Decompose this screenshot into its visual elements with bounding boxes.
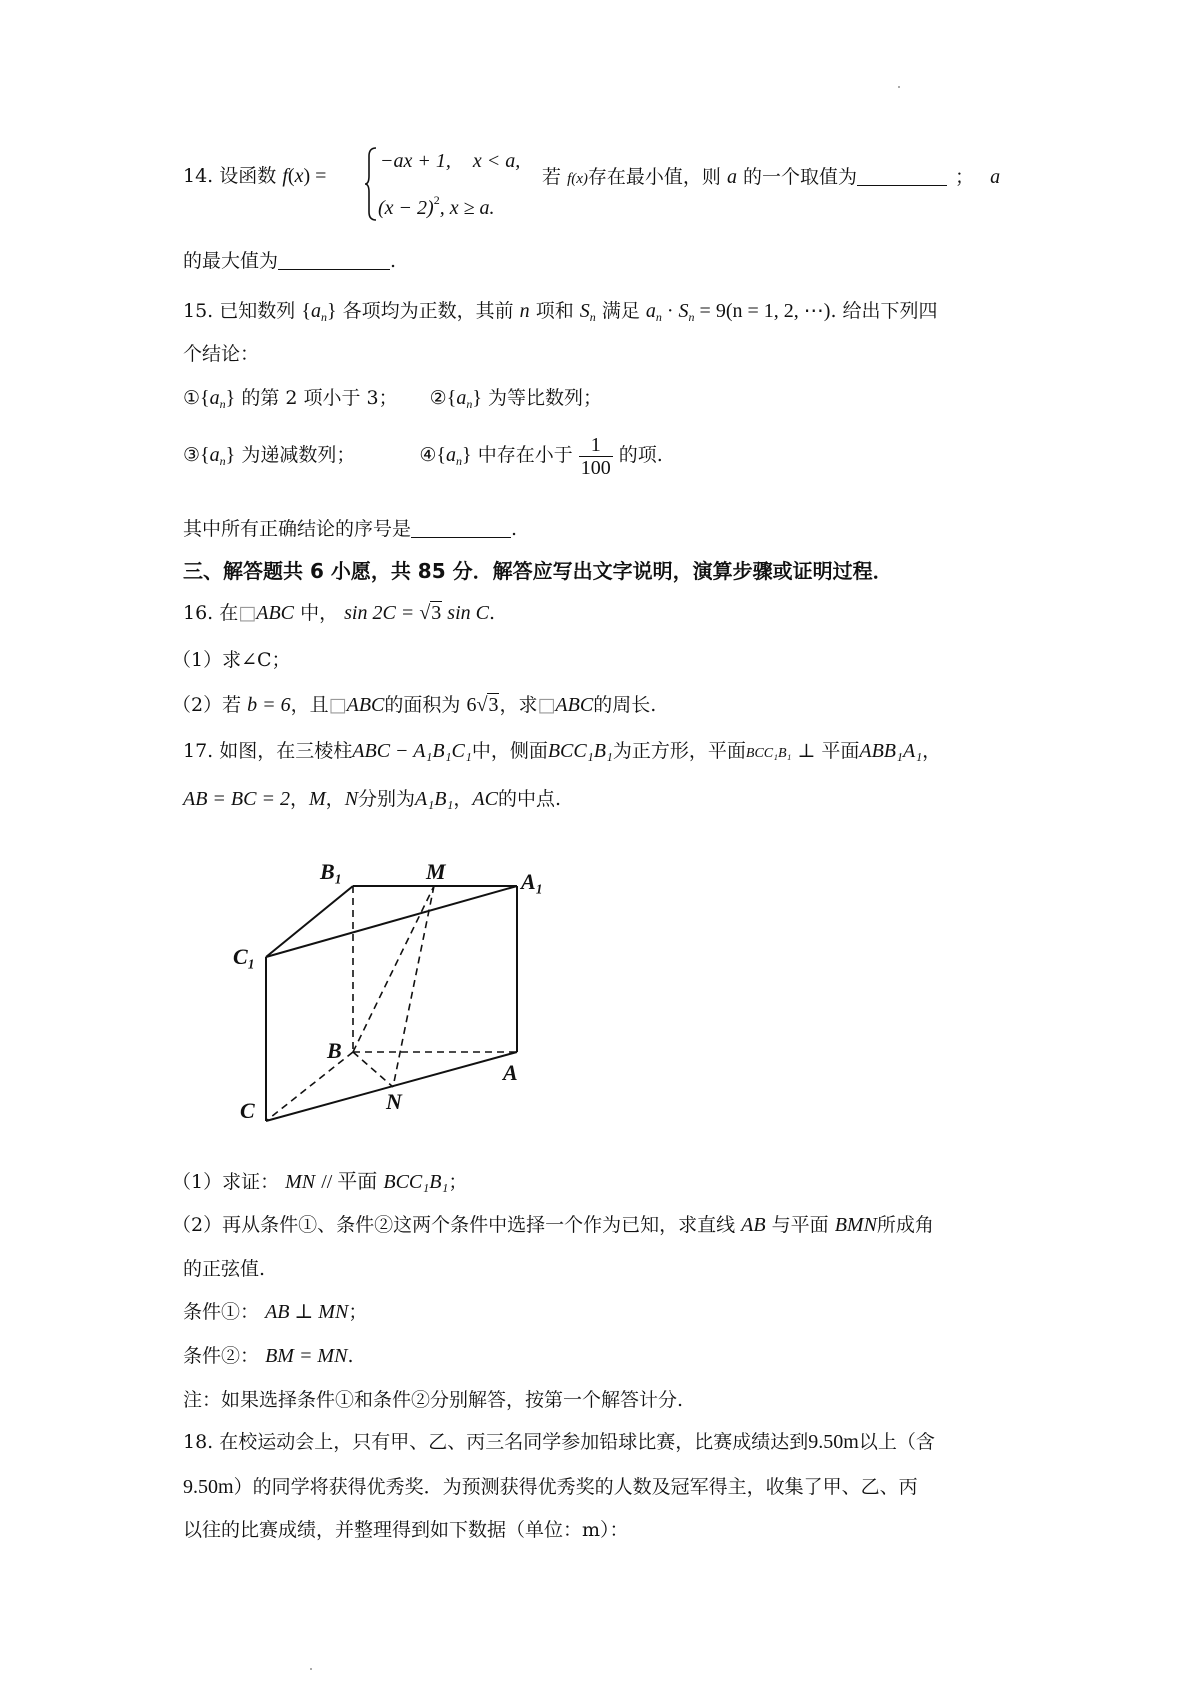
q16-part2: （2）若 b = 6，且□ABC的面积为 6√3，求□ABC的周长. [172,694,657,716]
q17-line2: AB = BC = 2，M，N分别为A₁B₁，AC的中点. [183,788,562,810]
q15-line1: 15. 已知数列 $\{a_n\}$ 各项均为正数，其前 n 项和 $S_n$ 满足 $a_n \cdot S_n = 9(n = 1$, 2, ⋯). 给出下列四 [183,300,938,324]
q14-line1: 14. 设函数 f(x) = [183,165,327,187]
label-C1: C₁ [233,944,256,969]
section-3-heading: 三、解答题共 6 小愿，共 85 分．解答应写出文字说明，演算步骤或证明过程． [183,559,893,583]
triangle-symbol-icon: □ [238,602,257,624]
q14-line1-right: 若 f(x)存在最小值，则 a 的一个取值为 ； a [542,166,1001,188]
q18-line3: 以往的比赛成绩，并整理得到如下数据（单位：m）： [183,1519,629,1541]
triangle-symbol-icon: □ [328,694,347,716]
q14-line2: 的最大值为 . [183,250,397,272]
edge-C1-B1 [266,886,353,957]
q18-line2: 9.50m）的同学将获得优秀奖．为预测获得优秀奖的人数及冠军得主，收集了甲、乙、丙 [183,1476,918,1498]
q16-line1: 16. 在□ABC 中， sin 2C = √3 sin C. [183,599,495,627]
label-A: A [503,1060,518,1085]
q17-line1: 17. 如图，在三棱柱ABC − A₁B₁C₁中，侧面BCC₁B₁为正方形，平面BCC₁B₁ ⊥ 平面ABB₁A₁， [183,740,942,762]
q15-conclusions-row2: $③\{a_n\}$ 为递减数列； $④\{a_n\}$ 中存在小于 $\frac{1}{100}$ 的项. [183,433,663,479]
q18-line1: 18. 在校运动会上，只有甲、乙、丙三名同学参加铅球比赛，比赛成绩达到9.50m以上（含 [183,1431,935,1453]
label-N: N [386,1089,402,1114]
q17-part1: （1）求证： MN // 平面 BCC₁B₁； [172,1171,468,1193]
segment-B-M [353,886,434,1052]
q17-note: 注：如果选择条件①和条件②分别解答，按第一个解答计分. [183,1389,684,1411]
q16-part1: （1）求∠C； [172,649,291,671]
q17-part2: （2）再从条件①、条件②这两个条件中选择一个作为已知，求直线 AB 与平面 BMN所成角 [172,1214,934,1236]
label-M: M [426,859,446,884]
q15-conclusions-row1: $①\{a_n\}$ 的第 2 项小于 3； $②\{a_n\}$ 为等比数列； [183,387,602,411]
q15-line2: 个结论： [183,343,260,365]
sqrt-3: √3 [419,602,442,624]
q15-answer-line: 其中所有正确结论的序号是 . [183,518,518,540]
q14-case1: −ax + 1, x < a, [380,150,521,172]
label-C: C [240,1098,255,1123]
q17-condition-2: 条件②： BM = MN. [183,1345,354,1367]
fraction-1-over-100: $\frac{1}{100}$ [580,433,611,479]
segment-B-N [353,1052,393,1087]
q17-condition-1: 条件①： AB ⊥ MN； [183,1301,368,1323]
label-B: B [327,1038,342,1063]
edge-C1-A1 [266,886,517,957]
q14-case2: $(x - 2)^2$, x ≥ a. [378,193,495,219]
q17-part2-line2: 的正弦值. [183,1258,266,1280]
label-B1: B₁ [320,859,343,884]
triangle-symbol-icon: □ [537,694,556,716]
label-A1: A₁ [521,869,544,894]
